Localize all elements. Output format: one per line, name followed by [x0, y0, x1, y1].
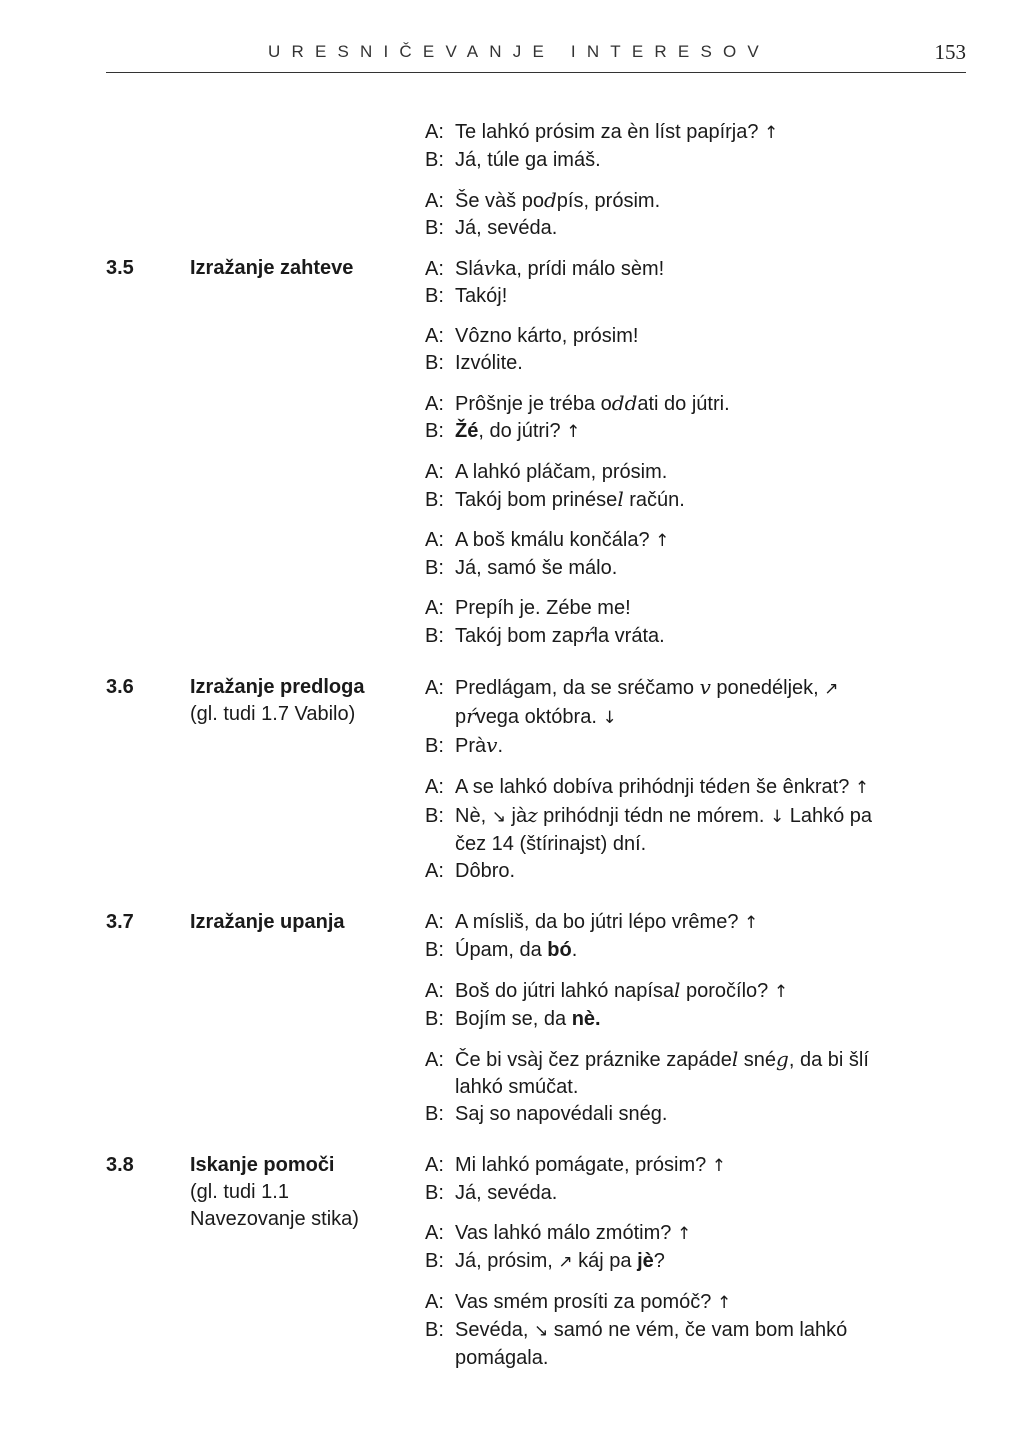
dialog-exchange [425, 1289, 905, 1372]
dialog-exchange [425, 977, 905, 1033]
dialog-text: A se lahkó dobíva prihódnji téd [455, 776, 728, 798]
falling-intonation-icon: ↓ [602, 708, 617, 728]
page-content [0, 119, 1024, 1372]
section-block [0, 255, 1024, 650]
dialog-text: Já, sevéda. [455, 217, 558, 239]
dialog-exchange [425, 1046, 905, 1128]
dialog-line [425, 1289, 905, 1317]
dialog-text: Vas smém prosíti za pomóč? [455, 1291, 717, 1313]
section-block [0, 674, 1024, 885]
section-heading [190, 909, 345, 936]
dialog-exchange [425, 595, 905, 650]
dialog-exchange [425, 1152, 905, 1207]
dialog-text: Lahkó pa čez 14 (štírinajst) dní. [455, 805, 873, 855]
dialog-text: Prôšnje je tréba o [455, 393, 612, 415]
dialog-line [425, 1220, 905, 1248]
dialog-text: Prà [455, 735, 487, 757]
section-block [0, 909, 1024, 1128]
dialog-text: Takój bom zap [455, 625, 584, 647]
rising-intonation-icon: ↑ [744, 913, 759, 933]
speaker-label: A: [425, 393, 444, 415]
emphasized-text: v [699, 675, 711, 699]
dialog-line [425, 350, 905, 377]
dialog-exchange [425, 674, 905, 760]
dialog-line [425, 595, 905, 622]
dialog-text: Já, prósim, [455, 1250, 559, 1272]
dialog-line [425, 1101, 905, 1128]
emphasized-text: dd [611, 391, 638, 415]
dialog-list [425, 674, 905, 885]
dialog-text: la vráta. [593, 625, 665, 647]
dialog-line [425, 622, 905, 650]
falling-arrow-icon: ↘ [491, 807, 506, 827]
dialog-text: račún. [623, 489, 685, 511]
dialog-text: n še ênkrat? [739, 776, 855, 798]
speaker-label: A: [425, 860, 444, 882]
dialog-text: Nè, [455, 805, 492, 827]
dialog-text: Prepíh je. Zébe me! [455, 597, 631, 619]
dialog-text: Boš do jútri lahkó napísa [455, 980, 675, 1002]
emphasized-text: l [617, 487, 624, 511]
section-number: 3.8 [106, 1154, 134, 1176]
dialog-line [425, 1248, 905, 1276]
emphasized-text: l [674, 978, 681, 1002]
speaker-label: B: [425, 1103, 444, 1125]
dialog-exchange [425, 119, 905, 174]
rising-intonation-icon: ↑ [773, 982, 789, 1002]
section-heading [190, 674, 365, 728]
dialog-exchange [425, 323, 905, 377]
dialog-exchange [425, 187, 905, 242]
dialog-text: A boš kmálu končála? [455, 529, 656, 551]
speaker-label: A: [425, 529, 444, 551]
rising-intonation-icon: ↑ [716, 1293, 732, 1313]
dialog-text: Takój bom prinése [455, 489, 618, 511]
dialog-line [425, 255, 905, 283]
section-number: 3.6 [106, 676, 134, 698]
dialog-text: Te lahkó prósim za èn líst papírja? [455, 121, 765, 143]
dialog-exchange [425, 909, 905, 964]
emphasized-text: d [543, 188, 557, 212]
dialog-text: jà [505, 805, 528, 827]
rising-intonation-icon: ↑ [854, 778, 870, 798]
section-subtitle: (gl. tudi 1.7 Vabilo) [190, 703, 356, 725]
dialog-text: Já, samó še málo. [455, 557, 618, 579]
emphasized-text: ŕ [466, 704, 476, 728]
section-title: Izražanje predloga [190, 676, 365, 698]
running-header-title: URESNIČEVANJE INTERESOV [268, 42, 770, 61]
dialog-text: Predlágam, da se sréčamo [455, 677, 700, 699]
section-title: Izražanje upanja [190, 911, 345, 933]
dialog-text: vega októbra. [475, 706, 603, 728]
dialog-text: Já, túle ga imáš. [455, 149, 601, 171]
dialog-list [425, 119, 905, 242]
dialog-line [425, 977, 905, 1006]
speaker-label: B: [425, 420, 444, 442]
dialog-text: . [497, 735, 503, 757]
section-title: Izražanje zahteve [190, 257, 354, 279]
dialog-line [425, 732, 905, 760]
dialog-text: Dôbro. [455, 860, 516, 882]
dialog-exchange [425, 773, 905, 885]
dialog-exchange [425, 390, 905, 446]
speaker-label: B: [425, 1008, 444, 1030]
stressed-word: nè. [571, 1008, 601, 1030]
dialog-text: Úpam, da [455, 939, 548, 961]
dialog-text: , do jútri? [478, 420, 567, 442]
dialog-text: Já, sevéda. [455, 1182, 558, 1204]
speaker-label: A: [425, 597, 444, 619]
dialog-line [425, 459, 905, 486]
dialog-text: Vas lahkó málo zmótim? [455, 1222, 677, 1244]
speaker-label: B: [425, 489, 444, 511]
speaker-label: B: [425, 1182, 444, 1204]
speaker-label: A: [425, 776, 444, 798]
stressed-word: jè [637, 1250, 654, 1272]
dialog-text: , da bi šlí lahkó smúčat. [455, 1049, 869, 1098]
dialog-line [425, 1046, 905, 1101]
speaker-label: A: [425, 258, 444, 280]
speaker-label: B: [425, 625, 444, 647]
dialog-text: Če bi vsàj čez práznike zapáde [455, 1049, 732, 1071]
speaker-label: A: [425, 1049, 444, 1071]
dialog-text: poročílo? [680, 980, 774, 1002]
dialog-text: Vôzno kárto, prósim! [455, 325, 639, 347]
stressed-word: Žé [455, 420, 479, 442]
speaker-label: B: [425, 1250, 444, 1272]
dialog-line [425, 1006, 905, 1033]
emphasized-text: z [527, 803, 538, 827]
dialog-text: káj pa [572, 1250, 638, 1272]
rising-intonation-icon: ↑ [764, 123, 779, 143]
emphasized-text: v [483, 256, 496, 280]
dialog-text: Takój! [455, 285, 508, 307]
dialog-list [425, 909, 905, 1128]
section-block [0, 119, 1024, 242]
page-number: 153 [934, 40, 966, 64]
dialog-line [425, 674, 905, 732]
falling-intonation-icon: ↓ [769, 807, 785, 827]
speaker-label: A: [425, 980, 444, 1002]
dialog-line [425, 215, 905, 242]
section-subtitle: (gl. tudi 1.1 [190, 1181, 289, 1203]
dialog-line [425, 119, 905, 147]
dialog-line [425, 555, 905, 582]
dialog-text: . [571, 939, 578, 961]
rising-arrow-icon: ↗ [558, 1252, 573, 1272]
dialog-line [425, 486, 905, 514]
dialog-line [425, 283, 905, 310]
dialog-exchange [425, 459, 905, 514]
emphasized-text: e [727, 774, 740, 798]
section-heading [190, 255, 353, 282]
dialog-text: pís, prósim. [556, 190, 661, 212]
dialog-text: prihódnji tédn ne mórem. [537, 805, 770, 827]
header-rule [106, 72, 966, 73]
speaker-label: A: [425, 677, 444, 699]
dialog-line [425, 937, 905, 964]
speaker-label: B: [425, 557, 444, 579]
dialog-line [425, 1317, 905, 1372]
dialog-text: ponedéljek, [710, 677, 825, 699]
emphasized-text: g [776, 1047, 789, 1071]
section-subtitle: Navezovanje stika) [190, 1208, 359, 1230]
rising-intonation-icon: ↑ [711, 1156, 727, 1176]
section-number: 3.5 [106, 257, 134, 279]
dialog-line [425, 909, 905, 937]
speaker-label: A: [425, 1291, 444, 1313]
dialog-text: Bojím se, da [455, 1008, 572, 1030]
dialog-line [425, 418, 905, 446]
speaker-label: B: [425, 285, 444, 307]
emphasized-text: v [486, 733, 498, 757]
dialog-exchange [425, 255, 905, 310]
dialog-exchange [425, 527, 905, 582]
dialog-line [425, 1152, 905, 1180]
dialog-line [425, 187, 905, 215]
falling-arrow-icon: ↘ [533, 1321, 549, 1341]
speaker-label: B: [425, 217, 444, 239]
section-title: Iskanje pomoči [190, 1154, 335, 1176]
dialog-text: Saj so napovédali snég. [455, 1103, 668, 1125]
dialog-text: A lahkó pláčam, prósim. [455, 461, 668, 483]
speaker-label: A: [425, 121, 444, 143]
dialog-list [425, 255, 905, 650]
dialog-exchange [425, 1220, 905, 1276]
dialog-text: p [455, 706, 467, 728]
section-block [0, 1152, 1024, 1372]
section-number: 3.7 [106, 911, 134, 933]
dialog-line [425, 773, 905, 802]
section-heading [190, 1152, 359, 1233]
speaker-label: A: [425, 190, 444, 212]
dialog-text: Slá [455, 258, 484, 280]
dialog-text: Še vàš po [455, 190, 544, 212]
dialog-line [425, 323, 905, 350]
dialog-line [425, 390, 905, 418]
dialog-text: samó ne vém, če vam bom lahkó pomágala. [455, 1319, 848, 1369]
stressed-word: bó [547, 939, 572, 961]
speaker-label: B: [425, 805, 444, 827]
emphasized-text: ŕ [583, 623, 594, 647]
dialog-text: A mísliš, da bo jútri lépo vrême? [455, 911, 745, 933]
dialog-list [425, 1152, 905, 1372]
emphasized-text: l [731, 1047, 739, 1071]
dialog-text: Mi lahkó pomágate, prósim? [455, 1154, 712, 1176]
speaker-label: A: [425, 911, 444, 933]
dialog-text: sné [738, 1049, 777, 1071]
speaker-label: B: [425, 735, 444, 757]
dialog-text: Sevéda, [455, 1319, 534, 1341]
dialog-text: ? [653, 1250, 665, 1272]
rising-intonation-icon: ↑ [676, 1224, 692, 1244]
dialog-line [425, 527, 905, 555]
speaker-label: A: [425, 1154, 444, 1176]
speaker-label: B: [425, 149, 444, 171]
dialog-line [425, 802, 905, 858]
speaker-label: A: [425, 1222, 444, 1244]
speaker-label: A: [425, 325, 444, 347]
dialog-text: ka, prídi málo sèm! [495, 258, 665, 280]
rising-intonation-icon: ↑ [566, 422, 581, 442]
dialog-line [425, 1180, 905, 1207]
speaker-label: A: [425, 461, 444, 483]
speaker-label: B: [425, 1319, 444, 1341]
speaker-label: B: [425, 939, 444, 961]
rising-arrow-icon: ↗ [824, 679, 839, 699]
dialog-text: Izvólite. [455, 352, 523, 374]
dialog-line [425, 147, 905, 174]
dialog-line [425, 858, 905, 885]
speaker-label: B: [425, 352, 444, 374]
rising-intonation-icon: ↑ [655, 531, 670, 551]
dialog-text: ati do jútri. [637, 393, 730, 415]
